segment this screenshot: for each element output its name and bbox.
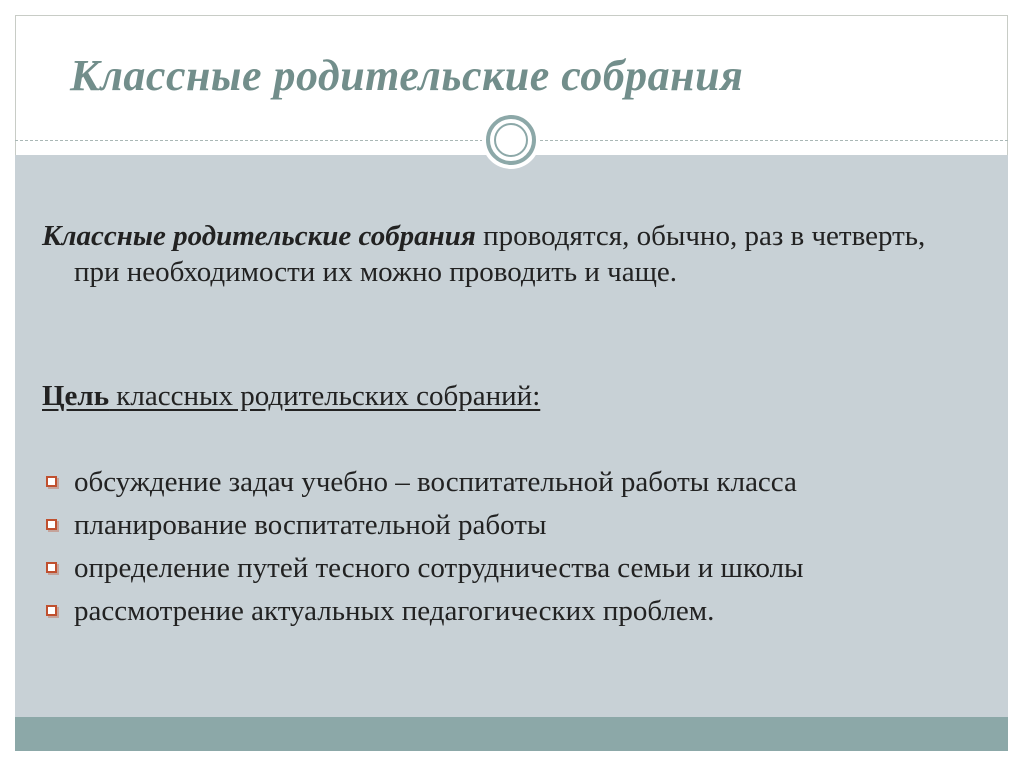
list-item xyxy=(42,464,992,500)
intro-lead: Классные родительские собрания xyxy=(42,220,476,252)
square-bullet-icon xyxy=(46,519,57,530)
intro-paragraph xyxy=(42,218,942,290)
square-bullet-icon xyxy=(46,476,57,487)
goal-heading xyxy=(42,378,540,414)
list-item-text: определение путей тесного сотрудничества семьи и школы xyxy=(74,552,804,584)
goal-word: Цель xyxy=(42,380,110,412)
ring-ornament-inner-ring xyxy=(494,123,528,157)
list-item-text: обсуждение задач учебно – воспитательной работы класса xyxy=(74,466,797,498)
list-item-text: рассмотрение актуальных педагогических проблем. xyxy=(74,595,715,627)
slide-title: Классные родительские собрания xyxy=(70,51,744,100)
square-bullet-icon xyxy=(46,605,57,616)
list-item xyxy=(42,550,992,586)
list-item xyxy=(42,593,992,629)
footer-band xyxy=(15,717,1008,751)
list-item-text: планирование воспитательной работы xyxy=(74,509,547,541)
list-item xyxy=(42,507,992,543)
intro-rest: проводятся, обычно, раз в четверть, при необходимости их можно проводить и чаще. xyxy=(74,220,926,288)
goal-heading-line xyxy=(42,380,540,412)
goal-rest: классных родительских собраний: xyxy=(109,380,541,412)
goal-bullet-list xyxy=(42,464,992,636)
square-bullet-icon xyxy=(46,562,57,573)
